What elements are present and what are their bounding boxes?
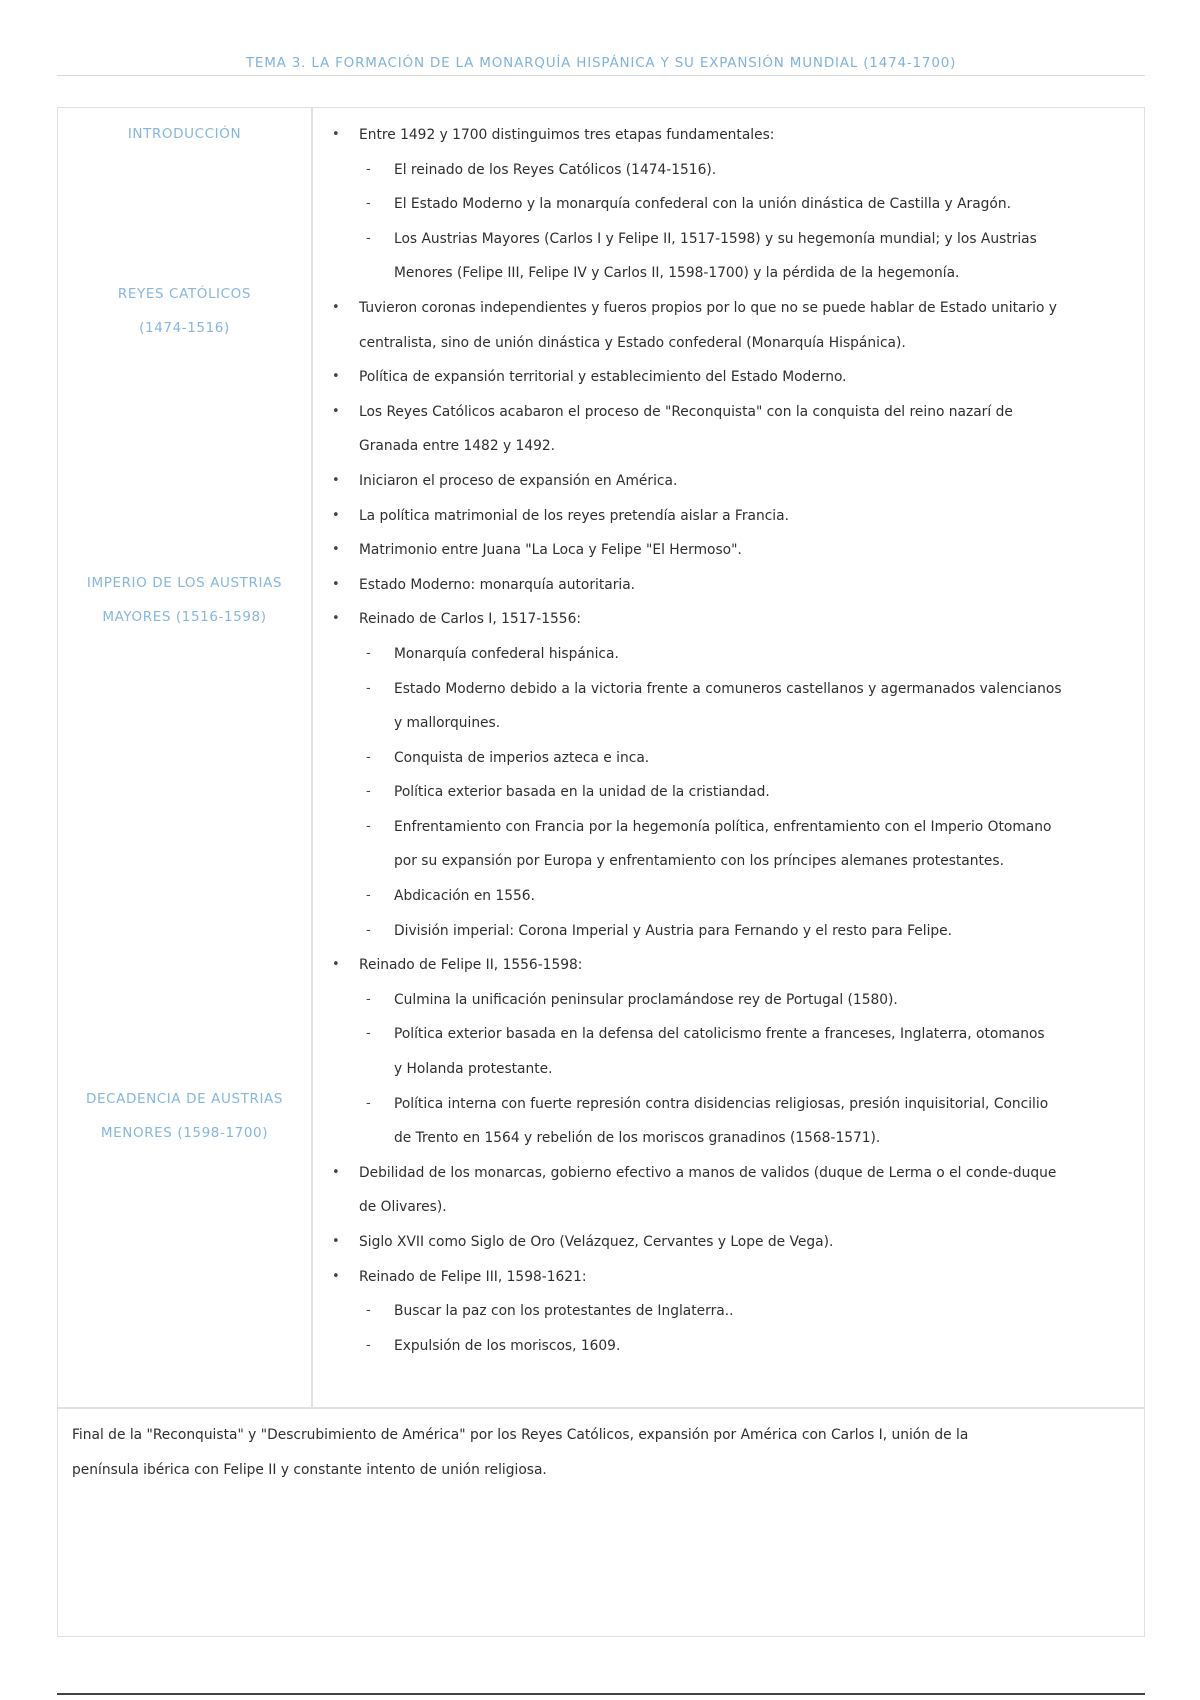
section-label-dates: (1474-1516) <box>139 320 230 336</box>
bullet-marker: • <box>332 127 340 142</box>
dash-marker: - <box>366 196 371 212</box>
dash-marker: - <box>366 1026 371 1042</box>
item-text-line: de Trento en 1564 y rebelión de los moriscos granadinos (1568-1571). <box>394 1130 881 1147</box>
item-text-line: Tuvieron coronas independientes y fueros propios por lo que no se puede hablar de Estado unitario y <box>359 299 1057 316</box>
bullet-marker: • <box>332 369 340 385</box>
section-label-reyes-catolicos <box>58 277 311 345</box>
dash-marker: - <box>366 749 371 765</box>
sub-item <box>323 983 1123 1018</box>
item-text-line: y Holanda protestante. <box>394 1061 553 1078</box>
dash-marker: - <box>366 1337 371 1353</box>
bullet-marker: • <box>332 576 340 592</box>
item-text-line: Debilidad de los monarcas, gobierno efectivo a manos de validos (duque de Lerma o el conde-duque <box>359 1164 1057 1181</box>
summary-divider <box>58 1407 1144 1409</box>
item-text-line: Estado Moderno debido a la victoria frente a comuneros castellanos y agermanados valencianos <box>394 680 1062 697</box>
bullet-marker: • <box>332 542 340 558</box>
item-text-line: y mallorquines. <box>394 715 501 732</box>
dash-marker: - <box>366 1095 371 1111</box>
section-label-text: INTRODUCCIÓN <box>127 126 242 142</box>
item-text-line: Política interna con fuerte represión contra disidencias religiosas, presión inquisitorial, Concilio <box>394 1095 1049 1112</box>
bullet-item <box>323 568 1123 603</box>
sub-item <box>323 914 1123 949</box>
item-text-line: Política de expansión territorial y establecimiento del Estado Moderno. <box>359 369 847 386</box>
bullet-item <box>323 533 1123 568</box>
item-text-line: Menores (Felipe III, Felipe IV y Carlos II, 1598-1700) y la pérdida de la hegemonía. <box>394 265 960 282</box>
bullet-marker: • <box>332 1234 340 1249</box>
dash-marker: - <box>366 991 371 1007</box>
bullet-item <box>323 360 1123 395</box>
item-text-line: Siglo XVII como Siglo de Oro (Velázquez, Cervantes y Lope de Vega). <box>359 1234 834 1250</box>
sub-item <box>323 672 1123 741</box>
bullet-marker: • <box>332 472 340 488</box>
dash-marker: - <box>366 680 371 696</box>
section-label-text: IMPERIO DE LOS AUSTRIAS <box>86 575 283 591</box>
conclusion-line: Final de la "Reconquista" y "Descrubimiento de América" por los Reyes Católicos, expansión por América con Carlos I, unión de la <box>72 1427 969 1443</box>
item-text-line: Enfrentamiento con Francia por la hegemonía política, enfrentamiento con el Imperio Otomano <box>394 818 1052 835</box>
bullet-marker: • <box>332 957 340 973</box>
bullet-item <box>323 118 1123 153</box>
sub-item <box>323 879 1123 914</box>
item-text-line: Expulsión de los moriscos, 1609. <box>394 1337 621 1354</box>
item-text-line: La política matrimonial de los reyes pretendía aislar a Francia. <box>359 507 789 524</box>
item-text-line: Los Reyes Católicos acabaron el proceso de "Reconquista" con la conquista del reino nazarí de <box>359 403 1013 420</box>
sub-item <box>323 637 1123 672</box>
dash-marker: - <box>366 1303 371 1319</box>
item-text-line: Política exterior basada en la unidad de la cristiandad. <box>394 784 770 801</box>
item-text-line: El Estado Moderno y la monarquía confederal con la unión dinástica de Castilla y Aragón. <box>394 196 1011 213</box>
item-text-line: Reinado de Felipe III, 1598-1621: <box>359 1268 587 1285</box>
dash-marker: - <box>366 888 371 904</box>
item-text-line: Conquista de imperios azteca e inca. <box>394 749 650 766</box>
bullet-marker: • <box>332 1164 340 1180</box>
section-label-dates: MAYORES (1516-1598) <box>102 609 267 625</box>
item-text-line: Entre 1492 y 1700 distinguimos tres etapas fundamentales: <box>359 127 775 143</box>
dash-marker: - <box>366 818 371 834</box>
item-text-line: Política exterior basada en la defensa del catolicismo frente a franceses, Inglaterra, otomanos <box>394 1026 1045 1043</box>
item-text-line: Monarquía confederal hispánica. <box>394 645 619 662</box>
section-label-austrias-mayores <box>58 566 311 634</box>
item-text-line: Los Austrias Mayores (Carlos I y Felipe II, 1517-1598) y su hegemonía mundial; y los Austrias <box>394 230 1037 247</box>
item-text-line: Reinado de Felipe II, 1556-1598: <box>359 957 583 974</box>
item-text-line: Matrimonio entre Juana "La Loca y Felipe "El Hermoso". <box>359 542 742 559</box>
dash-marker: - <box>366 645 371 661</box>
item-text-line: Granada entre 1482 y 1492. <box>359 438 556 455</box>
bullet-item <box>323 499 1123 534</box>
section-label-introduccion <box>58 117 311 151</box>
item-text-line: Abdicación en 1556. <box>394 888 535 905</box>
dash-marker: - <box>366 161 371 177</box>
bullet-item <box>323 291 1123 360</box>
item-text-line: Buscar la paz con los protestantes de Inglaterra.. <box>394 1303 734 1320</box>
bullet-item <box>323 1260 1123 1295</box>
section-label-dates: MENORES (1598-1700) <box>100 1125 269 1141</box>
bullet-marker: • <box>332 403 340 419</box>
footer-rule <box>57 1693 1145 1695</box>
item-text-line: centralista, sino de unión dinástica y Estado confederal (Monarquía Hispánica). <box>359 334 906 351</box>
bullet-marker: • <box>332 611 340 627</box>
bullet-item <box>323 395 1123 464</box>
bullet-marker: • <box>332 1268 340 1284</box>
conclusion-line: península ibérica con Felipe II y constante intento de unión religiosa. <box>72 1461 547 1478</box>
bullet-marker: • <box>332 299 340 315</box>
sub-item <box>323 775 1123 810</box>
sub-item <box>323 187 1123 222</box>
section-label-austrias-menores <box>58 1082 311 1150</box>
dash-marker: - <box>366 784 371 800</box>
sub-item <box>323 1329 1123 1364</box>
item-text-line: El reinado de los Reyes Católicos (1474-1516). <box>394 161 717 178</box>
bullet-item <box>323 464 1123 499</box>
item-text-line: Iniciaron el proceso de expansión en América. <box>359 472 678 489</box>
item-text-line: División imperial: Corona Imperial y Austria para Fernando y el resto para Felipe. <box>394 922 953 939</box>
sub-item <box>323 1017 1123 1086</box>
column-divider <box>311 108 313 1407</box>
bullet-marker: • <box>332 507 340 523</box>
sub-item <box>323 153 1123 188</box>
sub-item <box>323 810 1123 879</box>
item-text-line: de Olivares). <box>359 1199 447 1216</box>
bullet-item <box>323 1156 1123 1225</box>
page-title: TEMA 3. LA FORMACIÓN DE LA MONARQUÍA HISPÁNICA Y SU EXPANSIÓN MUNDIAL (1474-1700) <box>57 55 1145 76</box>
item-text-line: Culmina la unificación peninsular proclamándose rey de Portugal (1580). <box>394 991 898 1008</box>
notes-list <box>323 118 1123 1363</box>
sub-item <box>323 1087 1123 1156</box>
bullet-item <box>323 948 1123 983</box>
section-label-text: DECADENCIA DE AUSTRIAS <box>85 1091 284 1107</box>
dash-marker: - <box>366 230 371 246</box>
dash-marker: - <box>366 922 371 938</box>
item-text-line: Reinado de Carlos I, 1517-1556: <box>359 611 582 628</box>
notes-table <box>57 107 1145 1637</box>
item-text-line: por su expansión por Europa y enfrentamiento con los príncipes alemanes protestantes. <box>394 853 1004 870</box>
item-text-line: Estado Moderno: monarquía autoritaria. <box>359 576 636 593</box>
sub-item <box>323 741 1123 776</box>
bullet-item <box>323 1225 1123 1260</box>
conclusion-text <box>72 1418 1122 1487</box>
bullet-item <box>323 602 1123 637</box>
sub-item <box>323 1294 1123 1329</box>
section-label-text: REYES CATÓLICOS <box>117 286 252 302</box>
sub-item <box>323 222 1123 291</box>
